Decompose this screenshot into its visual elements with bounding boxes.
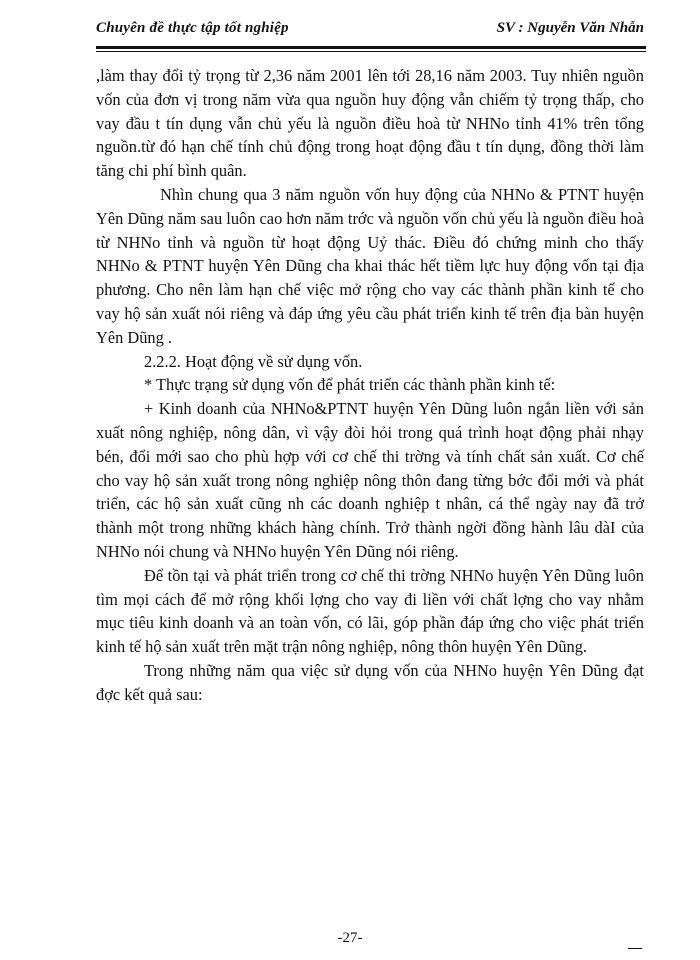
header-title: Chuyên đề thực tập tốt nghiệp [96, 20, 289, 36]
header-author: SV : Nguyễn Văn Nhẫn [496, 20, 644, 36]
header-rule-thin [96, 51, 646, 52]
subsection-heading: * Thực trạng sử dụng vốn để phát triển các thành phần kinh tế: [144, 375, 556, 395]
page-number: -27- [337, 930, 363, 946]
footer-dash [628, 948, 642, 949]
section-heading: 2.2.2. Hoạt động về sử dụng vốn. [144, 351, 363, 371]
page-header [96, 20, 644, 42]
paragraph-1: ,làm thay đổi tỷ trọng từ 2,36 năm 2001 lên tới 28,16 năm 2003. Tuy nhiên nguồn vốn của đơn vị trong năm vừa qua nguồn huy động vẫn chiếm tỷ trọng thấp, cho vay đầu t tín dụng vẫn chủ yếu là nguồn điều hoà từ NHNo tỉnh 41% trên tổng nguồn.từ đó hạn chế tính chủ động trong hoạt động đầu t tín dụng, đồng thời làm tăng chi phí bình quân. [96, 66, 644, 181]
paragraph-5: Trong những năm qua việc sử dụng vốn của NHNo huyện Yên Dũng đạt đợc kết quả sau: [96, 660, 644, 704]
header-rule-thick [96, 46, 646, 49]
paragraph-3: + Kinh doanh của NHNo&PTNT huyện Yên Dũng luôn ngắn liền với sản xuất nông nghiệp, nông dân, vì vậy đòi hỏi trong quá trình hoạt động phải nhạy bén, đổi mới sao cho phù hợp với cơ chế thi trờng và tính chất sản xuất. Cơ chế cho vay hộ sản xuất trong nông nghiệp nông thôn đang từng bớc đổi mới và phát triển, các hộ sản xuất cũng nh các doanh nghiệp t nhân, cá thể ngày nay đã trở thành một trong những khách hàng chính. Trở thành ngời đồng hành lâu dàI của NHNo nói chung và NHNo huyện Yên Dũng nói riêng. [96, 399, 644, 561]
paragraph-4: Để tồn tại và phát triển trong cơ chế thi trờng NHNo huyện Yên Dũng luôn tìm mọi cách để mở rộng khối lợng cho vay đi liền với chất lợng cho vay nhằm mục tiêu kinh doanh và an toàn vốn, có lãi, góp phần đáp ứng cho việc phát triển kinh tế hộ sản xuất trên mặt trận nông nghiệp, nông thôn huyện Yên Dũng. [96, 565, 644, 657]
paragraph-2: Nhìn chung qua 3 năm nguồn vốn huy động của NHNo & PTNT huyện Yên Dũng năm sau luôn cao hơn năm trớc và nguồn vốn chủ yếu là nguồn điều hoà từ NHNo tỉnh và nguồn từ hoạt động Uỷ thác. Điều đó chứng minh cho thấy NHNo & PTNT huyện Yên Dũng cha khai thác hết tiềm lực huy động vốn tại địa phương. Cho nên làm hạn chế việc mở rộng cho vay các thành phần kinh tế cho vay hộ sản xuất nói riêng và đáp ứng yêu cầu phát triển kinh tế trên địa bàn huyện Yên Dũng . [96, 184, 644, 347]
body-text [96, 64, 644, 707]
